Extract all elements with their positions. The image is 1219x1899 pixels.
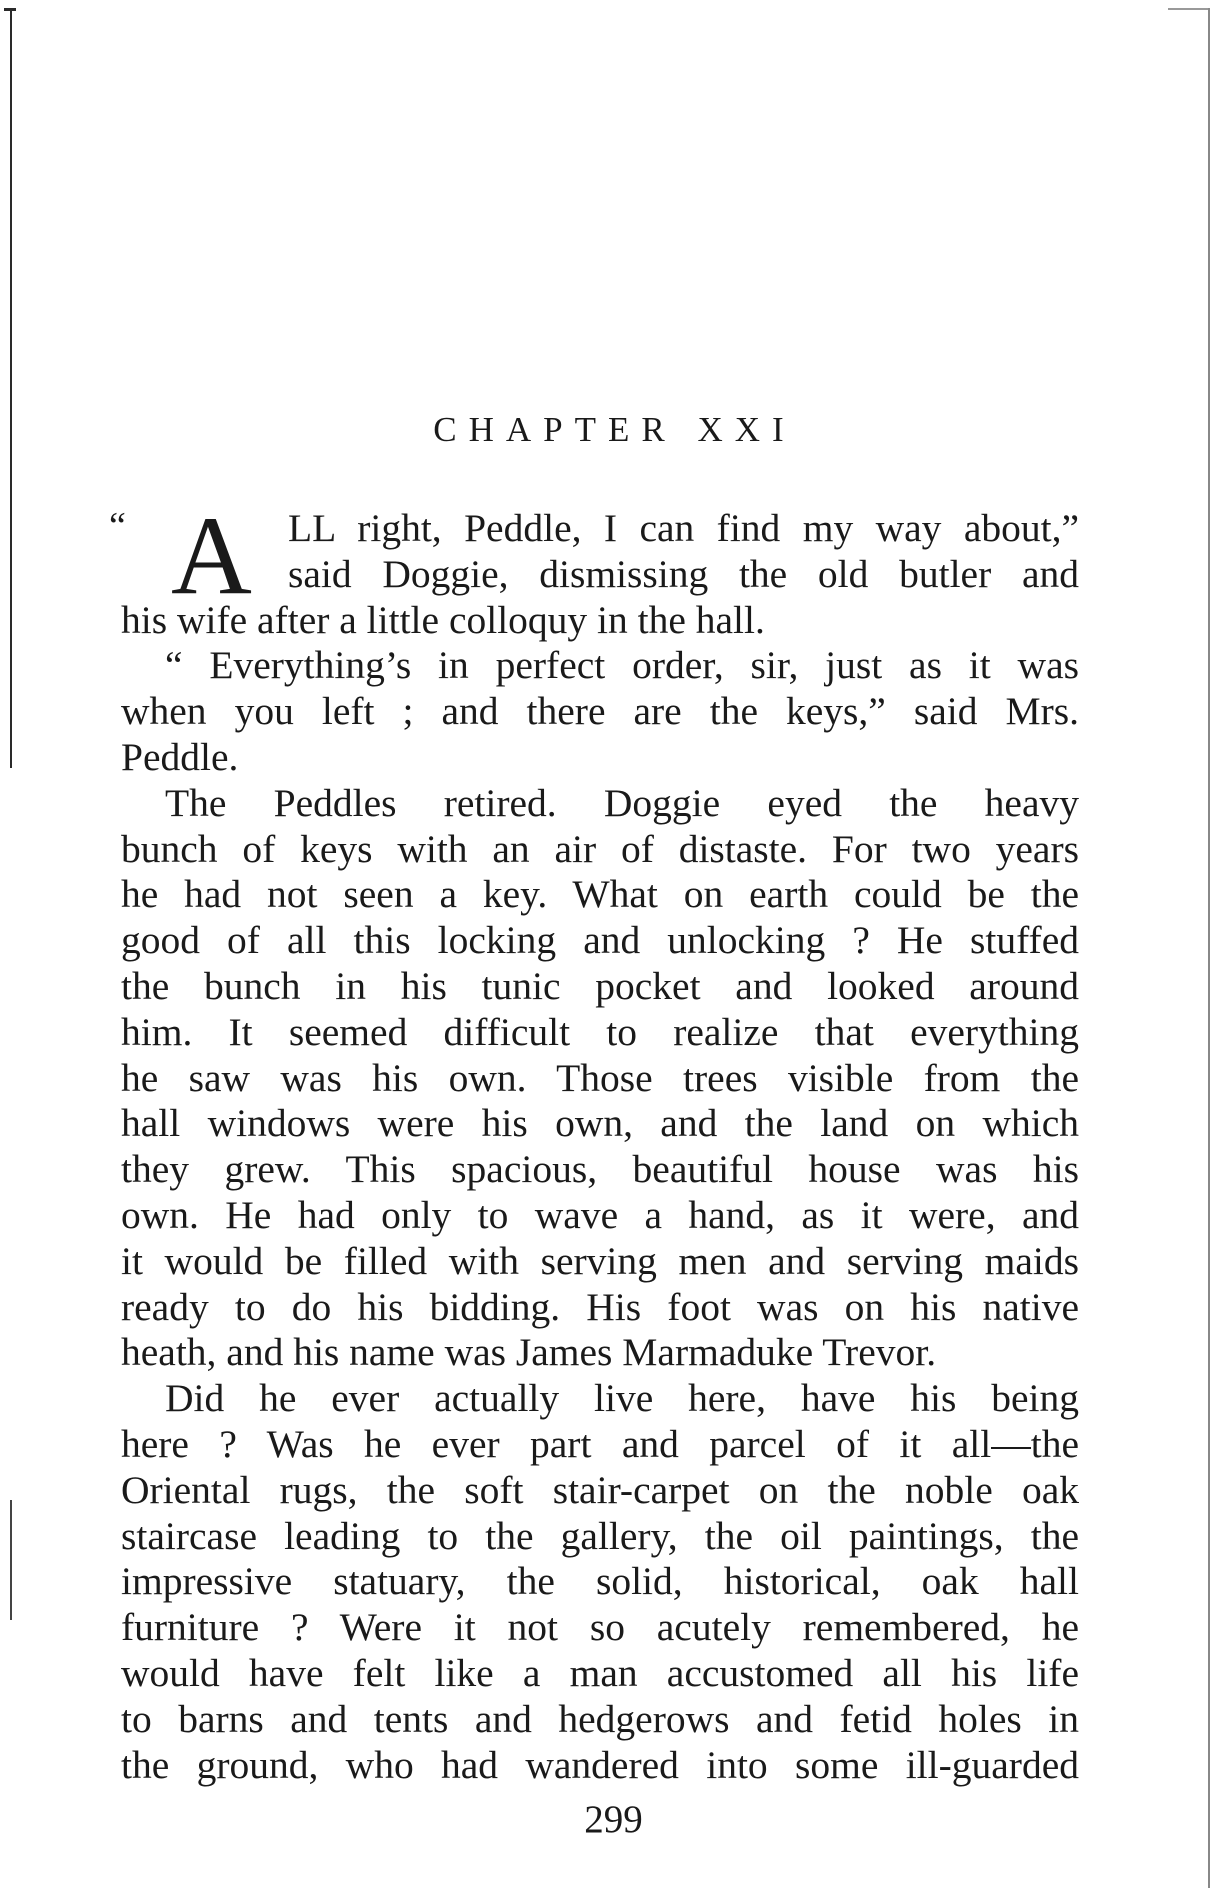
text-line: bunch of keys with an air of distaste. For two years: [121, 826, 1079, 871]
text-line: it would be filled with serving men and serving maids: [121, 1238, 1079, 1283]
scan-edge-left: [10, 8, 12, 768]
text-line: him. It seemed difficult to realize that everything: [121, 1009, 1079, 1054]
text-line: The Peddles retired. Doggie eyed the heavy: [165, 780, 1079, 825]
text-line: “ Everything’s in perfect order, sir, just as it was: [165, 643, 1079, 688]
second-line: said Doggie, dismissing the old butler and: [288, 551, 1079, 596]
scan-edge-left-lower: [10, 1500, 12, 1620]
drop-cap: A: [171, 494, 252, 618]
text-line: hall windows were his own, and the land on which: [121, 1101, 1079, 1146]
text-line: Did he ever actually live here, have his being: [165, 1376, 1079, 1421]
text-line: staircase leading to the gallery, the oil paintings, the: [121, 1513, 1079, 1558]
text-line: he had not seen a key. What on earth could be the: [121, 872, 1079, 917]
text-line: they grew. This spacious, beautiful house was his: [121, 1147, 1079, 1192]
text-line: impressive statuary, the solid, historical, oak hall: [121, 1559, 1079, 1604]
scan-edge-right: [1208, 8, 1210, 1888]
text-line: the bunch in his tunic pocket and looked around: [121, 963, 1079, 1008]
text-line: Oriental rugs, the soft stair-carpet on the noble oak: [121, 1467, 1079, 1512]
scan-edge-mark-right: [1168, 8, 1208, 10]
text-line: to barns and tents and hedgerows and fetid holes in: [121, 1696, 1079, 1741]
opening-quote-mark: “: [109, 505, 126, 547]
text-line: furniture ? Were it not so acutely remembered, he: [121, 1605, 1079, 1650]
body-text: [109, 494, 1079, 1788]
text-line: the ground, who had wandered into some ill-guarded: [121, 1742, 1079, 1787]
text-line: own. He had only to wave a hand, as it were, and: [121, 1192, 1079, 1237]
text-line: good of all this locking and unlocking ? He stuffed: [121, 918, 1079, 963]
text-line: his wife after a little colloquy in the hall.: [121, 597, 765, 642]
text-line: ready to do his bidding. His foot was on his native: [121, 1284, 1079, 1329]
page-number: 299: [584, 1798, 643, 1841]
text-line: he saw was his own. Those trees visible from the: [121, 1055, 1079, 1100]
text-line: here ? Was he ever part and parcel of it all—the: [121, 1421, 1079, 1466]
first-line: LL right, Peddle, I can find my way about,”: [288, 506, 1079, 550]
text-line: Peddle.: [121, 734, 239, 779]
text-line: would have felt like a man accustomed all his life: [121, 1650, 1079, 1695]
text-line: when you left ; and there are the keys,” said Mrs.: [121, 689, 1079, 734]
chapter-title: CHAPTER XXI: [433, 410, 796, 449]
text-line: heath, and his name was James Marmaduke Trevor.: [121, 1330, 937, 1375]
